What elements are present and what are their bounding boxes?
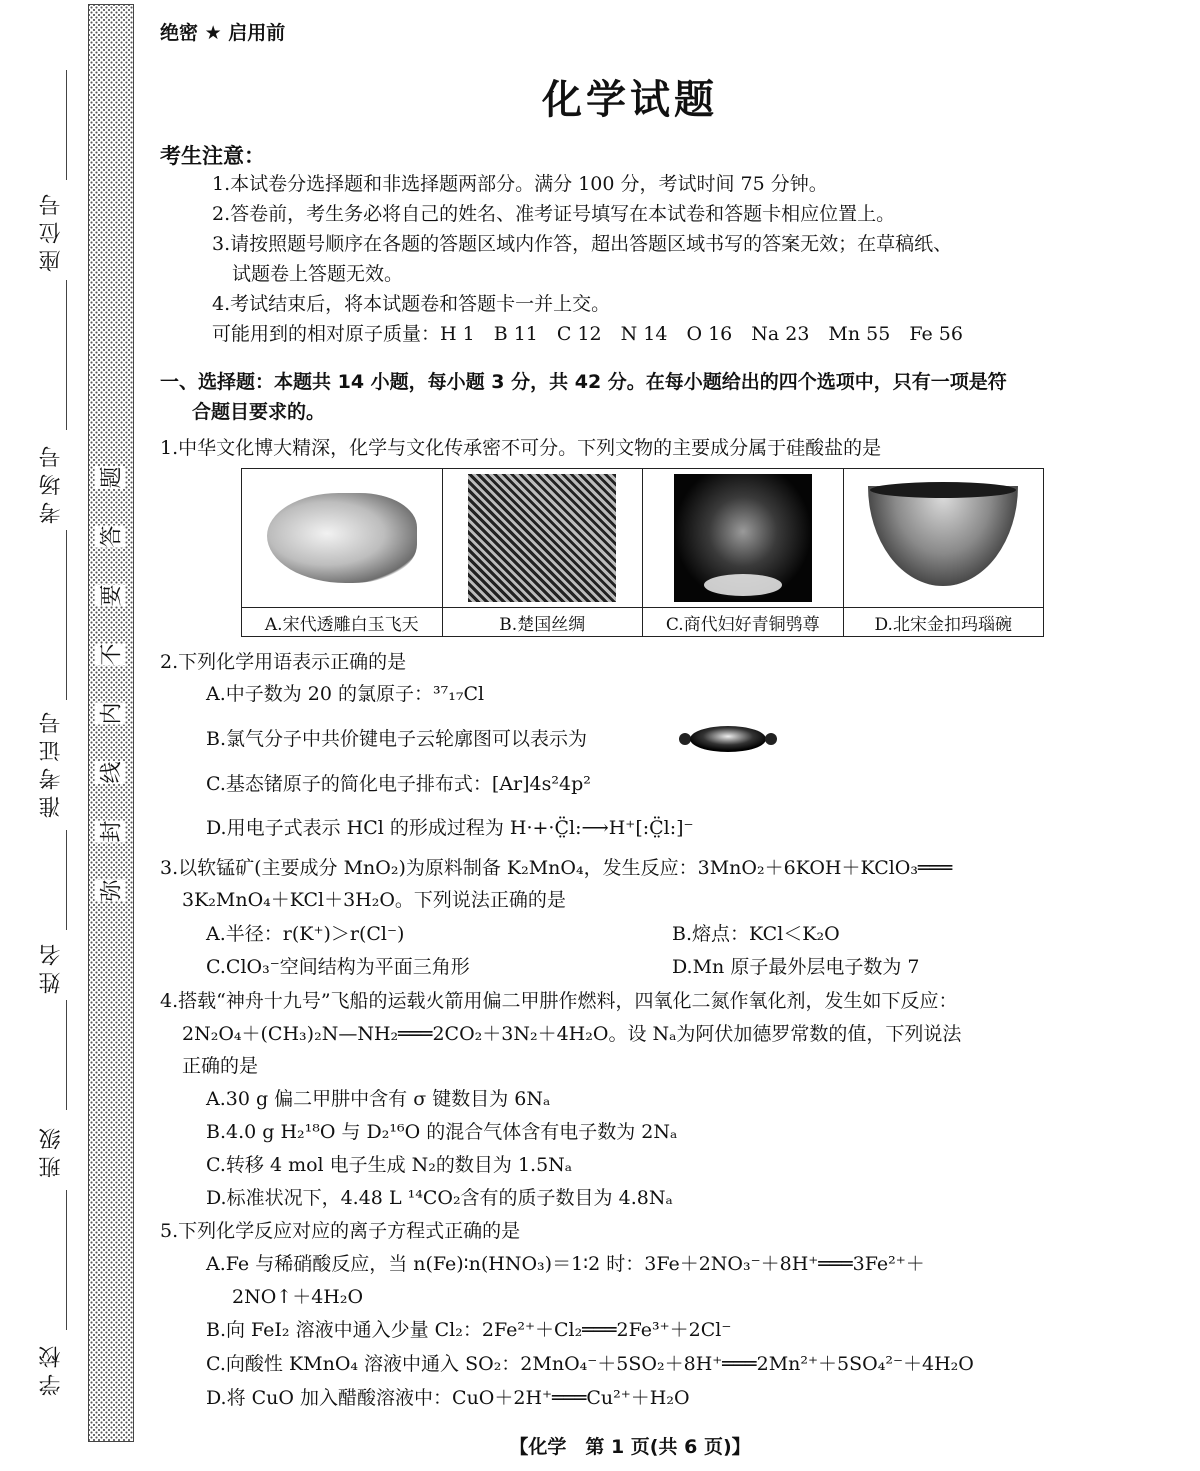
question-3-stem: 3.以软锰矿(主要成分 MnO₂)为原料制备 K₂MnO₄，发生反应：3MnO₂＋6KOH＋KClO₃═══	[160, 857, 953, 879]
option-b: B.氯气分子中共价键电子云轮廓图可以表示为	[206, 728, 588, 750]
seal-char: 答	[94, 525, 125, 547]
bronze-owl-vessel-image	[674, 474, 812, 602]
option-caption: B.楚国丝绸	[442, 608, 643, 637]
section-heading-cont: 合题目要求的。	[192, 401, 326, 423]
seal-char: 弥	[94, 879, 125, 901]
seal-char: 不	[94, 643, 125, 665]
question-4-stem: 4.搭载“神舟十九号”飞船的运载火箭用偏二甲肼作燃料，四氧化二氮作氧化剂，发生如下反应：	[160, 990, 958, 1012]
seat-number-label: 座位号	[39, 188, 64, 272]
notice-item: 2.答卷前，考生务必将自己的姓名、准考证号填写在本试卷和答题卡相应位置上。	[212, 203, 896, 225]
option-d: D.将 CuO 加入醋酸溶液中：CuO＋2H⁺═══Cu²⁺＋H₂O	[206, 1387, 690, 1409]
option-d: D.用电子式表示 HCl 的形成过程为 H·+·C̤̈l:⟶H⁺[:C̤̈l:]⁻	[206, 817, 694, 839]
margin-line	[66, 830, 67, 930]
name-label: 姓名	[39, 938, 64, 994]
notice-item: 试题卷上答题无效。	[232, 263, 404, 285]
margin-line	[66, 530, 67, 700]
page-footer: 【化学 第 1 页(共 6 页)】	[509, 1436, 751, 1458]
option-c: C.向酸性 KMnO₄ 溶液中通入 SO₂：2MnO₄⁻＋5SO₂＋8H⁺═══2Mn²⁺＋5SO₄²⁻＋4H₂O	[206, 1353, 974, 1375]
exam-room-label: 考场号	[39, 440, 64, 524]
option-a-cont: 2NO↑＋4H₂O	[232, 1286, 364, 1308]
option-c: C.基态锗原子的简化电子排布式：[Ar]4s²4p²	[206, 773, 591, 795]
atomic-masses: 可能用到的相对原子质量：H 1 B 11 C 12 N 14 O 16 Na 23 Mn 55 Fe 56	[212, 323, 963, 345]
admission-number-label: 准考证号	[39, 706, 64, 818]
figure-cell	[643, 469, 844, 608]
notice-item: 1.本试卷分选择题和非选择题两部分。满分 100 分，考试时间 75 分钟。	[212, 173, 828, 195]
class-label: 班级	[39, 1122, 64, 1178]
section-heading: 一、选择题：本题共 14 小题，每小题 3 分，共 42 分。在每小题给出的四个选项中，只有一项是符	[160, 371, 1007, 393]
figure-cell	[843, 469, 1044, 608]
seal-char: 线	[94, 761, 125, 783]
option-b: B.4.0 g H₂¹⁸O 与 D₂¹⁶O 的混合气体含有电子数为 2Nₐ	[206, 1121, 678, 1143]
agate-bowl-image	[868, 482, 1018, 594]
question-3-stem-cont: 3K₂MnO₄＋KCl＋3H₂O。下列说法正确的是	[182, 889, 566, 911]
notice-heading: 考生注意：	[160, 144, 265, 168]
page-title: 化学试题	[542, 77, 718, 123]
option-a: A.半径：r(K⁺)＞r(Cl⁻)	[206, 923, 405, 945]
margin-line	[66, 1190, 67, 1330]
option-b: B.熔点：KCl＜K₂O	[672, 923, 840, 945]
margin-line	[66, 280, 67, 430]
question-1-stem: 1.中华文化博大精深，化学与文化传承密不可分。下列文物的主要成分属于硅酸盐的是	[160, 437, 882, 459]
seal-char: 题	[94, 466, 125, 488]
figure-cell	[242, 469, 443, 608]
question-2-stem: 2.下列化学用语表示正确的是	[160, 651, 407, 673]
figure-cell	[442, 469, 643, 608]
binding-margin	[0, 0, 86, 1471]
margin-line	[66, 1000, 67, 1110]
question-1-figure-table	[241, 468, 1044, 637]
seal-text	[96, 462, 124, 934]
option-c: C.ClO₃⁻空间结构为平面三角形	[206, 956, 470, 978]
notice-item: 4.考试结束后，将本试题卷和答题卡一并上交。	[212, 293, 611, 315]
silk-image	[468, 474, 616, 602]
question-4-stem-cont: 正确的是	[182, 1055, 259, 1077]
option-a: A.30 g 偏二甲肼中含有 σ 键数目为 6Nₐ	[206, 1088, 551, 1110]
electron-cloud-icon	[678, 725, 778, 753]
question-5-stem: 5.下列化学反应对应的离子方程式正确的是	[160, 1220, 521, 1242]
option-c: C.转移 4 mol 电子生成 N₂的数目为 1.5Nₐ	[206, 1154, 573, 1176]
confidential-mark: 绝密 ★ 启用前	[160, 22, 286, 44]
school-label: 学校	[39, 1340, 64, 1396]
option-d: D.标准状况下，4.48 L ¹⁴CO₂含有的质子数目为 4.8Nₐ	[206, 1187, 673, 1209]
seal-char: 内	[94, 702, 125, 724]
notice-item: 3.请按照题号顺序在各题的答题区域内作答，超出答题区域书写的答案无效；在草稿纸、	[212, 233, 953, 255]
option-a: A.中子数为 20 的氯原子：³⁷₁₇Cl	[206, 683, 485, 705]
option-caption: A.宋代透雕白玉飞天	[242, 608, 443, 637]
option-d: D.Mn 原子最外层电子数为 7	[672, 956, 920, 978]
seal-char: 封	[94, 820, 125, 842]
question-4-stem-cont: 2N₂O₄＋(CH₃)₂N—NH₂═══2CO₂＋3N₂＋4H₂O。设 Nₐ为阿伏加德罗常数的值，下列说法	[182, 1023, 962, 1045]
seal-char: 要	[94, 584, 125, 606]
jade-flying-apsara-image	[267, 493, 417, 583]
option-caption: D.北宋金扣玛瑙碗	[843, 608, 1044, 637]
option-b: B.向 FeI₂ 溶液中通入少量 Cl₂：2Fe²⁺＋Cl₂═══2Fe³⁺＋2Cl⁻	[206, 1319, 732, 1341]
option-caption: C.商代妇好青铜鸮尊	[643, 608, 844, 637]
option-a: A.Fe 与稀硝酸反应，当 n(Fe)∶n(HNO₃)＝1∶2 时：3Fe＋2NO₃⁻＋8H⁺═══3Fe²⁺＋	[206, 1253, 925, 1275]
